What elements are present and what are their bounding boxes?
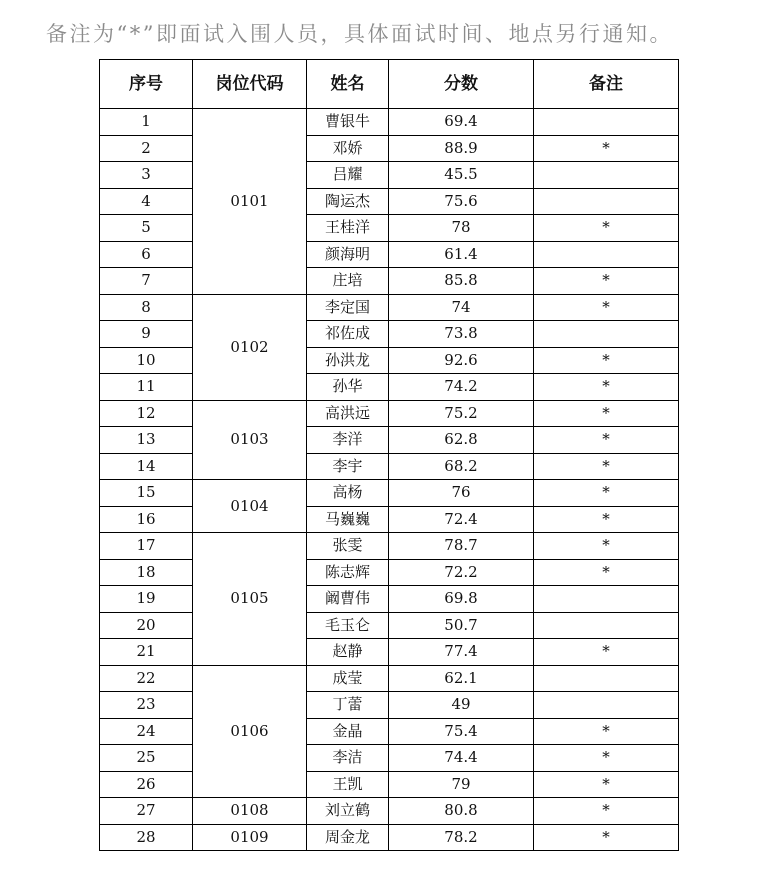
- cell-name: 曹银牛: [307, 109, 389, 136]
- cell-score: 69.4: [389, 109, 534, 136]
- table-row: [100, 215, 679, 242]
- cell-remark: *: [534, 506, 679, 533]
- header-position-code: 岗位代码: [193, 60, 307, 109]
- cell-remark: [534, 612, 679, 639]
- cell-score: 78.7: [389, 533, 534, 560]
- table-row: [100, 268, 679, 295]
- cell-seq: 17: [100, 533, 193, 560]
- table-row: [100, 665, 679, 692]
- table-row: [100, 692, 679, 719]
- table-row: [100, 745, 679, 772]
- table-row: [100, 533, 679, 560]
- cell-position-code: 0106: [193, 665, 307, 798]
- cell-score: 62.1: [389, 665, 534, 692]
- table-row: [100, 824, 679, 851]
- cell-name: 李宇: [307, 453, 389, 480]
- cell-remark: *: [534, 745, 679, 772]
- table-row: [100, 771, 679, 798]
- cell-name: 周金龙: [307, 824, 389, 851]
- cell-remark: [534, 188, 679, 215]
- cell-remark: *: [534, 771, 679, 798]
- cell-remark: *: [534, 268, 679, 295]
- cell-seq: 20: [100, 612, 193, 639]
- header-seq: 序号: [100, 60, 193, 109]
- cell-name: 颜海明: [307, 241, 389, 268]
- cell-name: 毛玉仑: [307, 612, 389, 639]
- cell-score: 74.4: [389, 745, 534, 772]
- cell-name: 孙洪龙: [307, 347, 389, 374]
- table-row: [100, 374, 679, 401]
- cell-name: 李定国: [307, 294, 389, 321]
- cell-score: 75.2: [389, 400, 534, 427]
- cell-seq: 10: [100, 347, 193, 374]
- cell-score: 73.8: [389, 321, 534, 348]
- cell-seq: 3: [100, 162, 193, 189]
- table-row: [100, 188, 679, 215]
- cell-seq: 11: [100, 374, 193, 401]
- cell-remark: *: [534, 215, 679, 242]
- cell-score: 49: [389, 692, 534, 719]
- cell-seq: 1: [100, 109, 193, 136]
- cell-remark: [534, 665, 679, 692]
- cell-name: 刘立鹤: [307, 798, 389, 825]
- table-row: [100, 798, 679, 825]
- cell-remark: *: [534, 453, 679, 480]
- cell-remark: *: [534, 533, 679, 560]
- cell-position-code: 0104: [193, 480, 307, 533]
- cell-remark: *: [534, 480, 679, 507]
- cell-seq: 19: [100, 586, 193, 613]
- cell-seq: 14: [100, 453, 193, 480]
- cell-score: 78: [389, 215, 534, 242]
- cell-remark: [534, 321, 679, 348]
- cell-score: 74.2: [389, 374, 534, 401]
- cell-seq: 21: [100, 639, 193, 666]
- table-row: [100, 480, 679, 507]
- cell-name: 孙华: [307, 374, 389, 401]
- cell-remark: [534, 241, 679, 268]
- cell-remark: *: [534, 400, 679, 427]
- cell-name: 李洋: [307, 427, 389, 454]
- cell-remark: *: [534, 135, 679, 162]
- cell-score: 74: [389, 294, 534, 321]
- cell-remark: *: [534, 798, 679, 825]
- cell-remark: *: [534, 824, 679, 851]
- table-row: [100, 400, 679, 427]
- table-row: [100, 294, 679, 321]
- table-row: [100, 241, 679, 268]
- cell-score: 75.6: [389, 188, 534, 215]
- cell-position-code: 0103: [193, 400, 307, 480]
- cell-name: 庄培: [307, 268, 389, 295]
- table-row: [100, 135, 679, 162]
- cell-remark: [534, 162, 679, 189]
- cell-seq: 25: [100, 745, 193, 772]
- cell-seq: 27: [100, 798, 193, 825]
- table-row: [100, 427, 679, 454]
- cell-score: 50.7: [389, 612, 534, 639]
- cell-name: 金晶: [307, 718, 389, 745]
- cell-remark: [534, 109, 679, 136]
- cell-score: 78.2: [389, 824, 534, 851]
- cell-seq: 22: [100, 665, 193, 692]
- table-row: [100, 559, 679, 586]
- cell-seq: 13: [100, 427, 193, 454]
- cell-score: 62.8: [389, 427, 534, 454]
- cell-position-code: 0109: [193, 824, 307, 851]
- cell-score: 85.8: [389, 268, 534, 295]
- cell-seq: 26: [100, 771, 193, 798]
- cell-score: 80.8: [389, 798, 534, 825]
- table-header: [100, 60, 679, 109]
- cell-seq: 28: [100, 824, 193, 851]
- table-row: [100, 162, 679, 189]
- table-row: [100, 506, 679, 533]
- table-row: [100, 453, 679, 480]
- cell-seq: 24: [100, 718, 193, 745]
- note-text: 备注为“*”即面试入围人员，具体面试时间、地点另行通知。: [46, 22, 673, 46]
- cell-remark: *: [534, 347, 679, 374]
- cell-remark: *: [534, 294, 679, 321]
- cell-position-code: 0102: [193, 294, 307, 400]
- cell-remark: [534, 692, 679, 719]
- cell-name: 成莹: [307, 665, 389, 692]
- cell-score: 68.2: [389, 453, 534, 480]
- cell-position-code: 0101: [193, 109, 307, 295]
- cell-name: 陶运杰: [307, 188, 389, 215]
- cell-seq: 18: [100, 559, 193, 586]
- cell-name: 邓娇: [307, 135, 389, 162]
- cell-score: 72.2: [389, 559, 534, 586]
- header-row: [100, 60, 679, 109]
- table-row: [100, 109, 679, 136]
- cell-score: 61.4: [389, 241, 534, 268]
- header-name: 姓名: [307, 60, 389, 109]
- cell-seq: 23: [100, 692, 193, 719]
- table-body: [100, 109, 679, 851]
- cell-score: 76: [389, 480, 534, 507]
- cell-name: 张雯: [307, 533, 389, 560]
- table-row: [100, 347, 679, 374]
- cell-score: 69.8: [389, 586, 534, 613]
- cell-name: 李洁: [307, 745, 389, 772]
- cell-remark: *: [534, 639, 679, 666]
- cell-name: 高洪远: [307, 400, 389, 427]
- cell-name: 祁佐成: [307, 321, 389, 348]
- cell-position-code: 0105: [193, 533, 307, 666]
- cell-remark: [534, 586, 679, 613]
- table-row: [100, 612, 679, 639]
- cell-name: 高杨: [307, 480, 389, 507]
- table-row: [100, 321, 679, 348]
- cell-name: 丁蕾: [307, 692, 389, 719]
- cell-score: 72.4: [389, 506, 534, 533]
- cell-remark: *: [534, 559, 679, 586]
- cell-seq: 6: [100, 241, 193, 268]
- cell-name: 吕耀: [307, 162, 389, 189]
- cell-remark: *: [534, 718, 679, 745]
- cell-remark: *: [534, 427, 679, 454]
- cell-name: 陈志辉: [307, 559, 389, 586]
- header-score: 分数: [389, 60, 534, 109]
- candidate-table: [99, 59, 679, 851]
- cell-name: 王凯: [307, 771, 389, 798]
- cell-name: 马巍巍: [307, 506, 389, 533]
- cell-score: 92.6: [389, 347, 534, 374]
- cell-name: 王桂洋: [307, 215, 389, 242]
- table-row: [100, 586, 679, 613]
- cell-score: 75.4: [389, 718, 534, 745]
- cell-seq: 12: [100, 400, 193, 427]
- cell-seq: 7: [100, 268, 193, 295]
- cell-seq: 5: [100, 215, 193, 242]
- cell-name: 赵静: [307, 639, 389, 666]
- cell-seq: 2: [100, 135, 193, 162]
- header-remark: 备注: [534, 60, 679, 109]
- cell-seq: 4: [100, 188, 193, 215]
- table-row: [100, 718, 679, 745]
- cell-score: 79: [389, 771, 534, 798]
- cell-remark: *: [534, 374, 679, 401]
- cell-score: 45.5: [389, 162, 534, 189]
- cell-score: 88.9: [389, 135, 534, 162]
- cell-seq: 16: [100, 506, 193, 533]
- cell-seq: 9: [100, 321, 193, 348]
- cell-seq: 8: [100, 294, 193, 321]
- cell-score: 77.4: [389, 639, 534, 666]
- table-row: [100, 639, 679, 666]
- cell-position-code: 0108: [193, 798, 307, 825]
- cell-name: 阚曹伟: [307, 586, 389, 613]
- cell-seq: 15: [100, 480, 193, 507]
